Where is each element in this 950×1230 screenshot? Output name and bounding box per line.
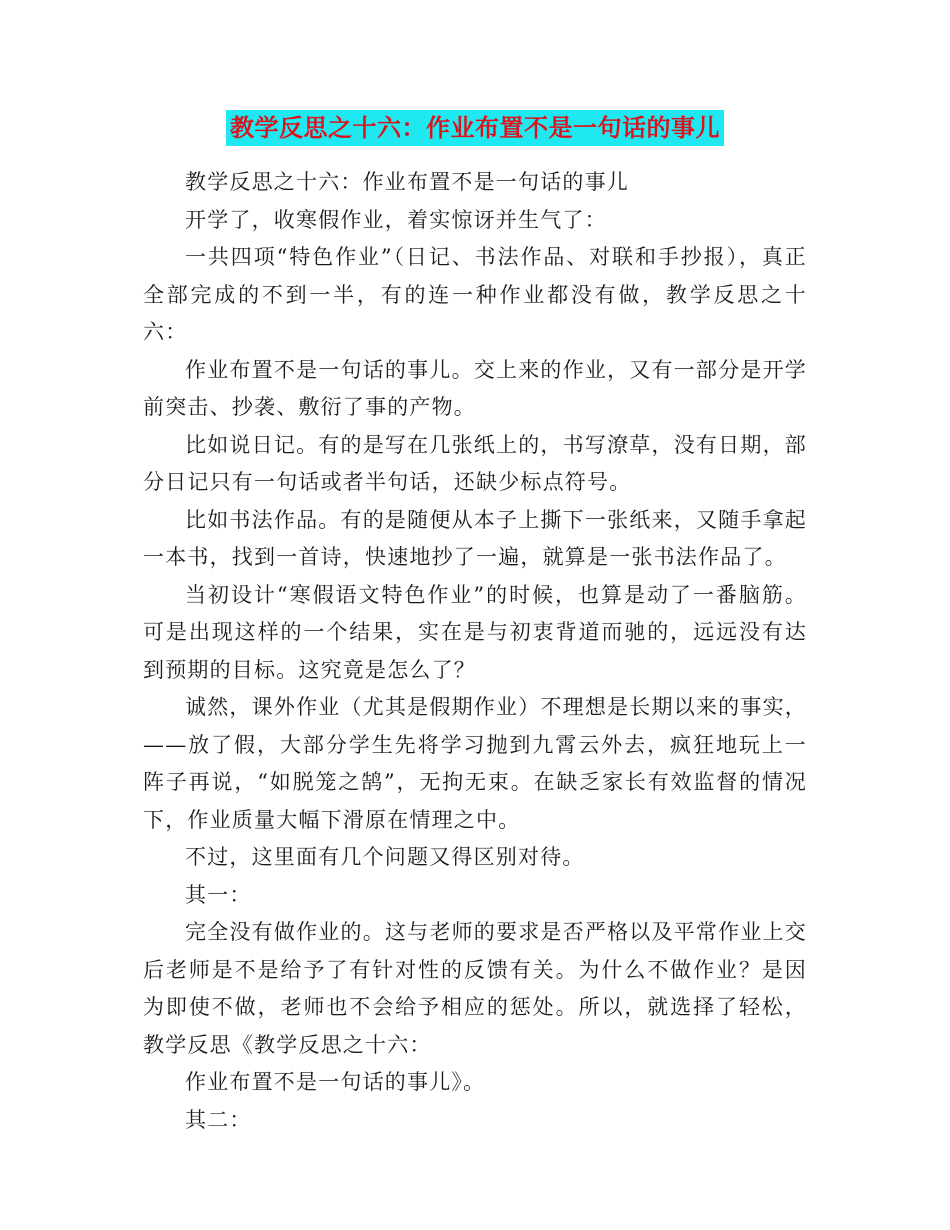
paragraph: 其一：	[185, 882, 252, 907]
paragraph: 诚然，课外作业（尤其是假期作业）不理想是长期以来的事实，——放了假，大部分学生先将学习抛到九霄云外去，疯狂地玩上一阵子再说，“如脱笼之鹄”，无拘无束。在缺乏家长有效监督的情况下，作业质量大幅下滑原在情理之中。	[143, 695, 807, 832]
paragraph: 作业布置不是一句话的事儿。交上来的作业，又有一部分是开学前突击、抄袭、敷衍了事的产物。	[143, 357, 807, 419]
document-body	[143, 164, 807, 1139]
paragraph: 完全没有做作业的。这与老师的要求是否严格以及平常作业上交后老师是不是给予了有针对性的反馈有关。为什么不做作业？是因为即使不做，老师也不会给予相应的惩处。所以，就选择了轻松，教学反思《教学反思之十六：	[143, 920, 807, 1057]
paragraph: 开学了，收寒假作业，着实惊讶并生气了：	[185, 207, 607, 232]
paragraph: 不过，这里面有几个问题又得区别对待。	[185, 845, 585, 869]
paragraph: 比如书法作品。有的是随便从本子上撕下一张纸来，又随手拿起一本书，找到一首诗，快速地抄了一遍，就算是一张书法作品了。	[143, 507, 807, 569]
paragraph: 比如说日记。有的是写在几张纸上的，书写潦草，没有日期，部分日记只有一句话或者半句话，还缺少标点符号。	[143, 432, 807, 494]
paragraph: 一共四项“特色作业”（日记、书法作品、对联和手抄报），真正全部完成的不到一半，有的连一种作业都没有做，教学反思之十六：	[143, 245, 807, 344]
paragraph: 作业布置不是一句话的事儿》。	[185, 1070, 486, 1094]
paragraph: 教学反思之十六：作业布置不是一句话的事儿	[185, 170, 629, 194]
paragraph: 当初设计“寒假语文特色作业”的时候，也算是动了一番脑筋。可是出现这样的一个结果，实在是与初衷背道而驰的，远远没有达到预期的目标。这究竟是怎么了？	[143, 582, 807, 682]
title-container	[0, 110, 950, 146]
paragraph: 其二：	[185, 1107, 252, 1132]
document-title: 教学反思之十六：作业布置不是一句话的事儿	[226, 110, 724, 146]
